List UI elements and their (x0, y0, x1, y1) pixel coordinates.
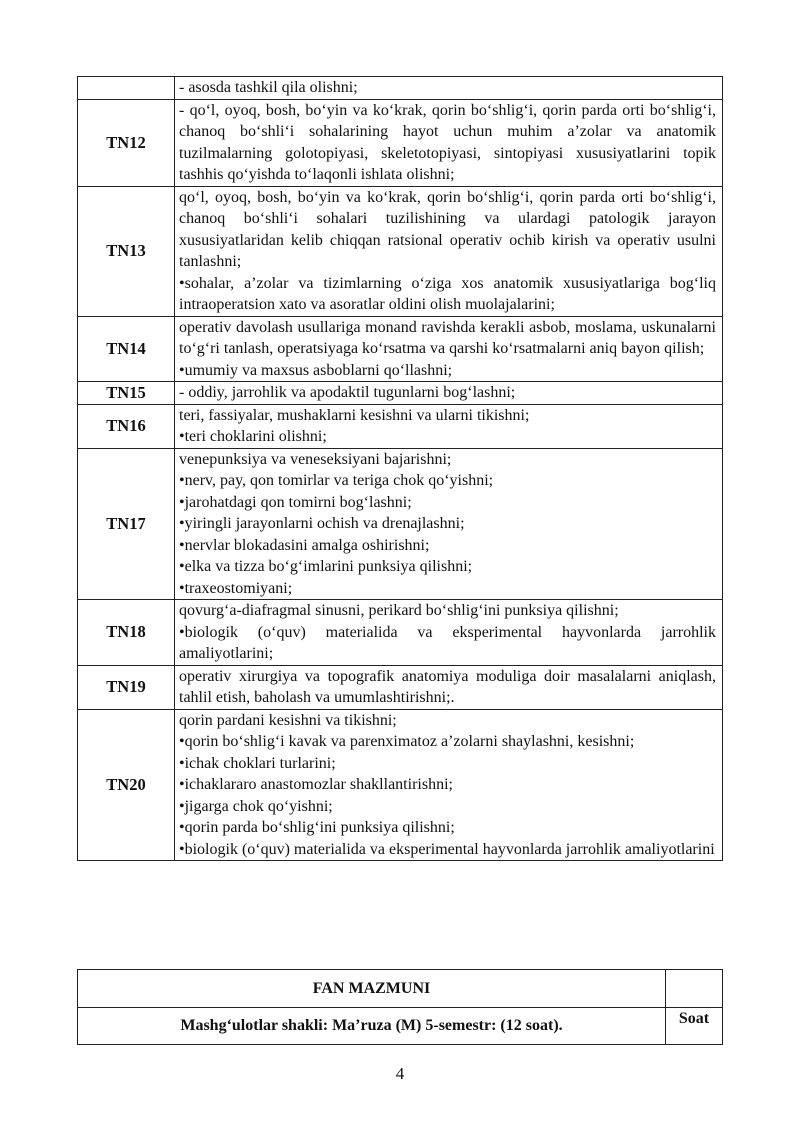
description-line: - oddiy, jarrohlik va apodaktil tugunlarni bog‘lashni; (179, 384, 516, 401)
description-line: •umumiy va maxsus asboblarni qo‘llashni; (179, 361, 453, 379)
competency-code (78, 77, 175, 100)
competency-code: TN19 (78, 665, 175, 709)
description-line: •jigarga chok qo‘yishni; (179, 797, 333, 815)
description-line: operativ davolash usullariga monand ravishda kerakli asbob, moslama, uskunalarni to‘g‘ri tanlash, operatsiyaga ko‘rsatma va qarshi ko‘rsatmalarni aniq bayon qilish; (179, 318, 716, 357)
competency-code: TN18 (78, 600, 175, 666)
description-line: •nerv, pay, qon tomirlar va teriga chok qo‘yishni; (179, 472, 494, 489)
fan-mazmuni-table (77, 969, 723, 1045)
description-line: •sohalar, a’zolar va tizimlarning o‘ziga xos anatomik xususiyatlariga bog‘liq intraoperatsion xato va asoratlar oldini olish muolajalarini; (179, 274, 716, 313)
description-line: venepunksiya va veneseksiyani bajarishni; (179, 450, 452, 468)
description-line: qorin pardani kesishni va tikishni; (179, 711, 397, 729)
soat-header: Soat (666, 1008, 723, 1045)
description-line: •qorin bo‘shlig‘i kavak va parenximatoz a’zolarni shaylashni, kesishni; (179, 733, 635, 750)
fan-subtitle-row (78, 1008, 723, 1045)
description-line: qo‘l, oyoq, bosh, bo‘yin va ko‘krak, qorin bo‘shlig‘i, qorin parda orti bo‘shlig‘i, chanoq bo‘shli‘i sohalari tuzilishining va ulardagi patologik jarayon xususiyatlaridan kelib chiqqan ratsional operativ ochib kirish va operativ usulni tanlashni; (179, 188, 716, 270)
competency-table (77, 76, 723, 861)
table-row (78, 404, 723, 448)
competency-code: TN20 (78, 709, 175, 861)
description-line: •yiringli jarayonlarni ochish va drenajlashni; (179, 515, 465, 532)
competency-code: TN12 (78, 99, 175, 186)
description-line: •biologik (o‘quv) materialida va eksperimental hayvonlarda jarrohlik amaliyotlarini (179, 840, 715, 858)
competency-description (175, 709, 723, 861)
description-line: •biologik (o‘quv) materialida va eksperimental hayvonlarda jarrohlik amaliyotlarini; (179, 623, 716, 662)
description-line: •jarohatdagi qon tomirni bog‘lashni; (179, 493, 412, 511)
table-row (78, 99, 723, 186)
competency-description (175, 382, 723, 405)
competency-description (175, 600, 723, 666)
table-row (78, 709, 723, 861)
competency-description (175, 99, 723, 186)
description-line: •ichak choklari turlarini; (179, 754, 336, 772)
description-line: operativ xirurgiya va topografik anatomiya moduliga doir masalalarni aniqlash, tahlil etish, baholash va umumlashtirishni;. (179, 667, 716, 706)
table-row (78, 600, 723, 666)
fan-title-row (78, 970, 723, 1008)
page-number: 4 (395, 1064, 405, 1083)
fan-title: FAN MAZMUNI (78, 970, 666, 1008)
fan-title-empty-cell (666, 970, 723, 1008)
competency-description (175, 186, 723, 316)
description-line: •nervlar blokadasini amalga oshirishni; (179, 536, 430, 554)
description-line: •traxeostomiyani; (179, 579, 293, 597)
table-row (78, 382, 723, 405)
description-line: •qorin parda bo‘shlig‘ini punksiya qilishni; (179, 819, 455, 836)
competency-code: TN16 (78, 404, 175, 448)
description-line: •ichaklararo anastomozlar shakllantirishni; (179, 776, 453, 793)
table-row (78, 448, 723, 600)
competency-code: TN15 (78, 382, 175, 405)
table-row (78, 316, 723, 382)
table-row (78, 665, 723, 709)
description-line: qovurg‘a-diafragmal sinusni, perikard bo‘shlig‘ini punksiya qilishni; (179, 602, 619, 619)
competency-code: TN13 (78, 186, 175, 316)
competency-description (175, 404, 723, 448)
competency-description (175, 448, 723, 600)
description-line: - asosda tashkil qila olishni; (179, 79, 358, 96)
competency-table-body (78, 77, 723, 861)
competency-description (175, 665, 723, 709)
competency-description (175, 77, 723, 100)
competency-code: TN17 (78, 448, 175, 600)
competency-code: TN14 (78, 316, 175, 382)
competency-description (175, 316, 723, 382)
table-row (78, 77, 723, 100)
description-line: •elka va tizza bo‘g‘imlarini punksiya qilishni; (179, 558, 473, 575)
description-line: teri, fassiyalar, mushaklarni kesishni va ularni tikishni; (179, 406, 530, 424)
table-row (78, 186, 723, 316)
fan-subtitle: Mashg‘ulotlar shakli: Ma’ruza (M) 5-semestr: (12 soat). (78, 1008, 666, 1045)
description-line: •teri choklarini olishni; (179, 428, 327, 445)
description-line: - qo‘l, oyoq, bosh, bo‘yin va ko‘krak, qorin bo‘shlig‘i, qorin parda orti bo‘shlig‘i, chanoq bo‘shli‘i sohalarining hayot uchun muhim a’zolar va anatomik tuzilmalarning golotopiyasi, skeletotopiyasi, sintopiyasi xususiyatlarini topik tashhis qo‘yishda to‘laqonli ishlata olishni; (179, 101, 716, 183)
